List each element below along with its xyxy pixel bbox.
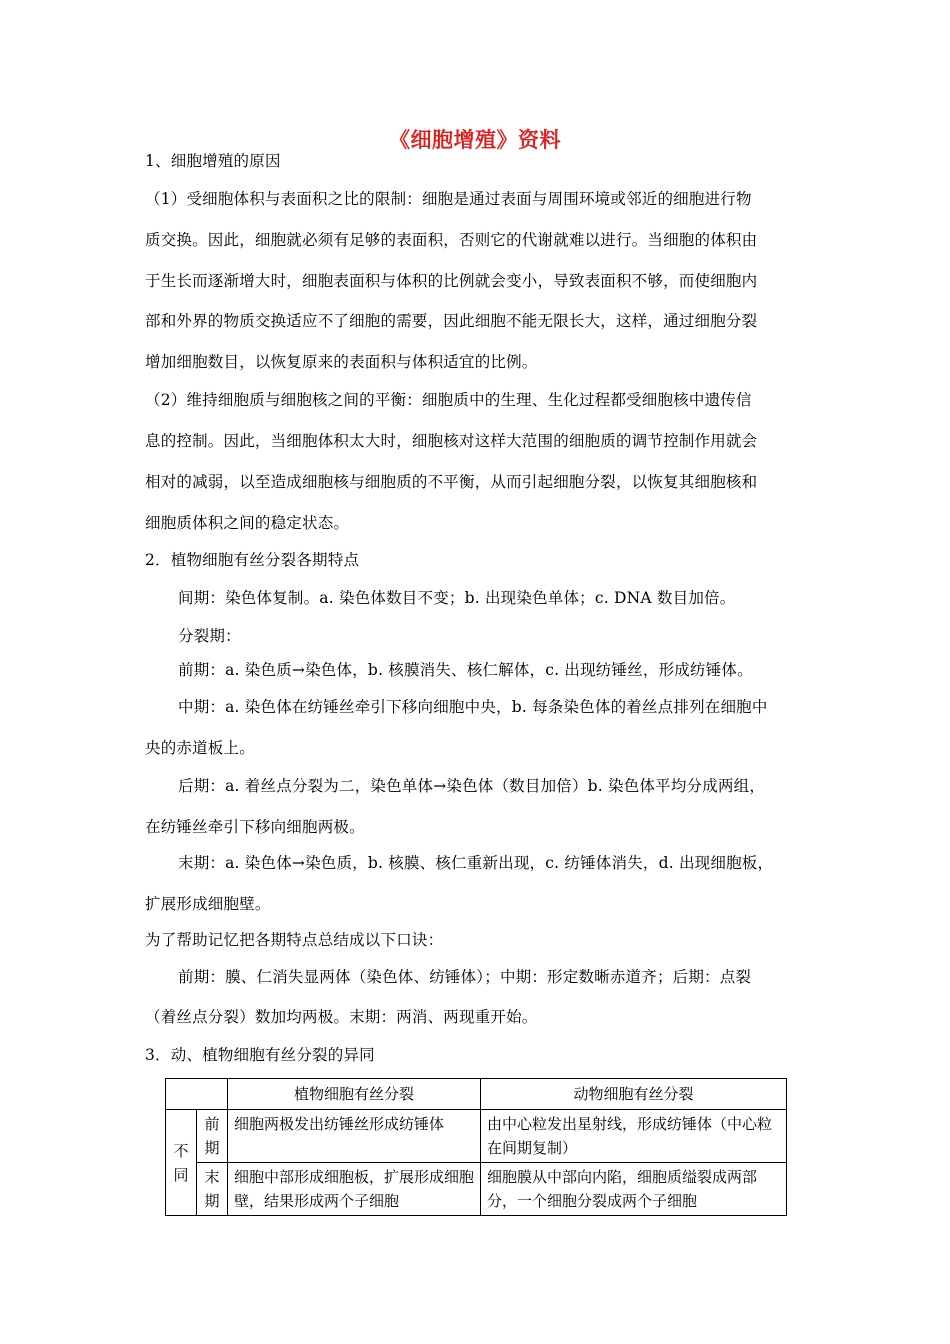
prophase-text: 前期：a. 染色质→染色体，b. 核膜消失、核仁解体，c. 出现纺锤丝，形成纺锤体。: [178, 661, 753, 679]
mnemonic-text: 前期：膜、仁消失显两体（染色体、纺锤体）；中期：形定数晰赤道齐；后期：点裂: [178, 968, 752, 986]
phase-cell: 前期: [197, 1110, 228, 1163]
paragraph-line: 于生长而逐渐增大时，细胞表面积与体积的比例就会变小，导致表面积不够，而使细胞内: [145, 272, 758, 290]
section-3-heading: 3．动、植物细胞有丝分裂的异同: [145, 1046, 375, 1064]
paragraph-line: （1）受细胞体积与表面积之比的限制：细胞是通过表面与周围环境或邻近的细胞进行物: [145, 190, 752, 208]
section-1-heading: 1、细胞增殖的原因: [145, 152, 281, 170]
table-row: [166, 1163, 787, 1216]
plant-cell: 细胞两极发出纺锤丝形成纺锤体: [228, 1110, 481, 1163]
metaphase-text-cont: 央的赤道板上。: [145, 739, 255, 757]
table-corner-cell: [166, 1079, 228, 1110]
paragraph-line: 细胞质体积之间的稳定状态。: [145, 514, 350, 532]
document-title: 《细胞增殖》资料: [389, 127, 561, 152]
column-header-animal: 动物细胞有丝分裂: [481, 1079, 787, 1110]
comparison-table: [165, 1078, 787, 1216]
telophase-text: 末期：a. 染色体→染色质，b. 核膜、核仁重新出现，c. 纺锤体消失，d. 出现细胞板，: [178, 854, 774, 872]
difference-label: 不同: [166, 1110, 197, 1216]
telophase-text-cont: 扩展形成细胞壁。: [145, 895, 271, 913]
phase-cell: 末期: [197, 1163, 228, 1216]
table-row: [166, 1110, 787, 1163]
interphase-text: 间期：染色体复制。a. 染色体数目不变；b. 出现染色单体；c. DNA 数目加倍。: [178, 589, 736, 607]
plant-cell: 细胞中部形成细胞板，扩展形成细胞壁，结果形成两个子细胞: [228, 1163, 481, 1216]
paragraph-line: 息的控制。因此，当细胞体积太大时，细胞核对这样大范围的细胞质的调节控制作用就会: [145, 432, 758, 450]
metaphase-text: 中期：a. 染色体在纺锤丝牵引下移向细胞中央，b. 每条染色体的着丝点排列在细胞中: [178, 698, 768, 716]
anaphase-text: 后期：a. 着丝点分裂为二，染色单体→染色体（数目加倍）b. 染色体平均分成两组，: [178, 777, 766, 795]
paragraph-line: 部和外界的物质交换适应不了细胞的需要，因此细胞不能无限长大，这样，通过细胞分裂: [145, 312, 758, 330]
anaphase-text-cont: 在纺锤丝牵引下移向细胞两极。: [145, 818, 365, 836]
mnemonic-text-cont: （着丝点分裂）数加均两极。末期：两消、两现重开始。: [145, 1008, 538, 1026]
mnemonic-intro: 为了帮助记忆把各期特点总结成以下口诀：: [145, 931, 444, 949]
mitotic-phase-label: 分裂期：: [178, 627, 241, 645]
paragraph-line: 增加细胞数目，以恢复原来的表面积与体积适宜的比例。: [145, 353, 538, 371]
paragraph-line: 相对的减弱，以至造成细胞核与细胞质的不平衡，从而引起细胞分裂，以恢复其细胞核和: [145, 473, 758, 491]
section-2-heading: 2．植物细胞有丝分裂各期特点: [145, 551, 360, 569]
column-header-plant: 植物细胞有丝分裂: [228, 1079, 481, 1110]
paragraph-line: 质交换。因此，细胞就必须有足够的表面积，否则它的代谢就难以进行。当细胞的体积由: [145, 231, 758, 249]
animal-cell: 细胞膜从中部向内陷，细胞质缢裂成两部分，一个细胞分裂成两个子细胞: [481, 1163, 787, 1216]
animal-cell: 由中心粒发出星射线，形成纺锤体（中心粒在间期复制）: [481, 1110, 787, 1163]
table-header-row: [166, 1079, 787, 1110]
paragraph-line: （2）维持细胞质与细胞核之间的平衡：细胞质中的生理、生化过程都受细胞核中遗传信: [145, 391, 752, 409]
